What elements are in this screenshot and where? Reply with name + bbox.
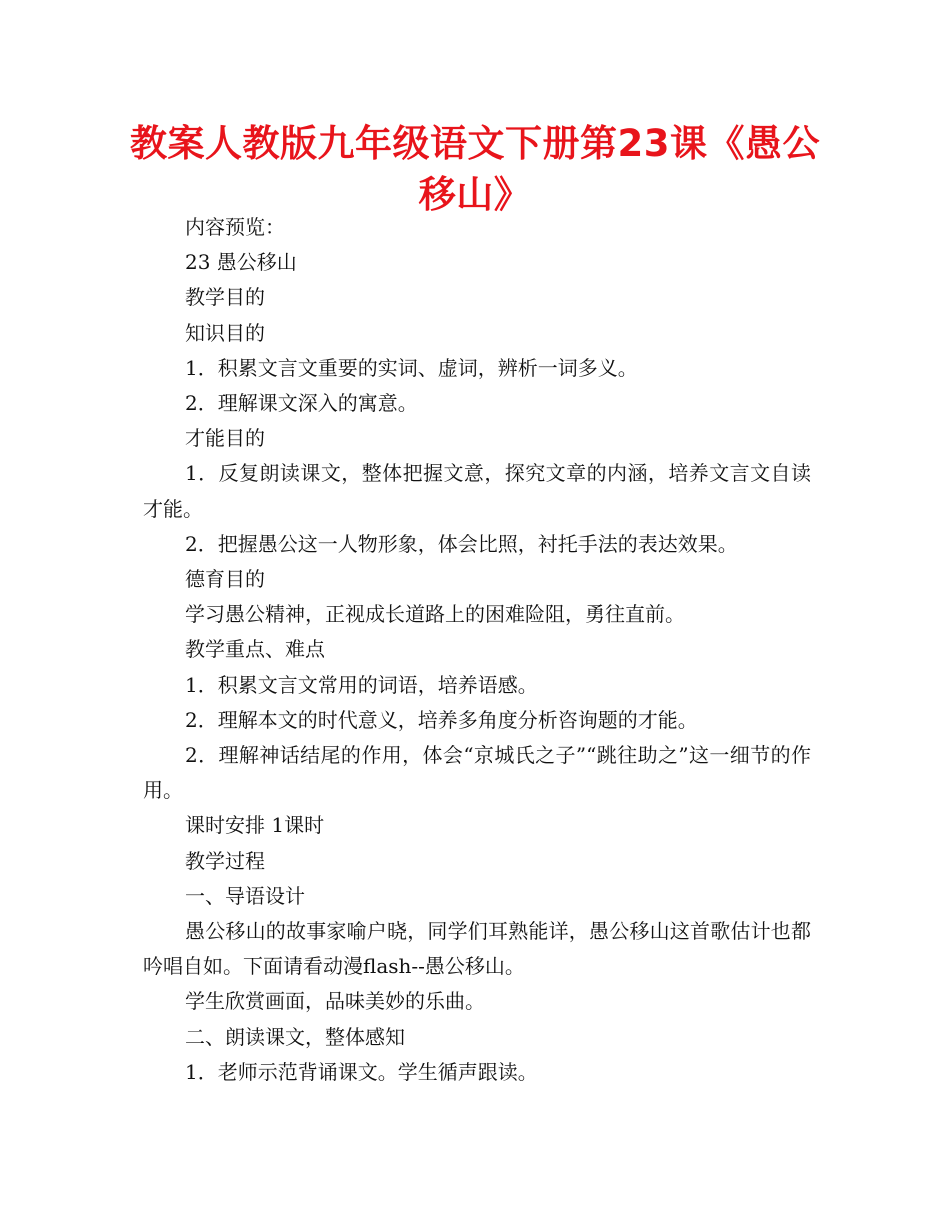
document-title: 教案人教版九年级语文下册第23课《愚公移山》 [130,122,820,216]
section-heading: 知识目的 [185,320,265,345]
paragraph: 学习愚公精神，正视成长道路上的困难险阻，勇往直前。 [185,602,685,627]
paragraph: 2．理解本文的时代意义，培养多角度分析咨询题的才能。 [185,707,698,732]
paragraph: 1．老师示范背诵课文。学生循声跟读。 [185,1059,538,1084]
paragraph: 1．积累文言文常用的词语，培养语感。 [185,672,538,697]
section-heading: 一、导语设计 [185,883,305,908]
paragraph: 学生欣赏画面，品味美妙的乐曲。 [185,989,485,1014]
paragraph: 2．理解神话结尾的作用，体会“京城氏之子”“跳往助之”这一细节的作用。 [143,743,811,803]
section-heading: 德育目的 [185,567,265,592]
section-heading: 二、朗读课文，整体感知 [185,1024,405,1049]
section-heading: 教学重点、难点 [185,637,325,662]
section-heading: 教学过程 [185,848,265,873]
paragraph: 内容预览： [185,215,285,239]
paragraph: 2．把握愚公这一人物形象，体会比照，衬托手法的表达效果。 [185,531,738,556]
paragraph: 1．积累文言文重要的实词、虚词，辨析一词多义。 [185,355,638,380]
section-heading: 教学目的 [185,285,265,310]
paragraph: 课时安排 1课时 [185,813,325,838]
paragraph: 愚公移山的故事家喻户晓，同学们耳熟能详，愚公移山这首歌估计也都吟唱自如。下面请看动漫flash--愚公移山。 [143,919,811,979]
document-body [143,210,811,1090]
paragraph: 23 愚公移山 [185,250,297,275]
paragraph: 2．理解课文深入的寓意。 [185,391,418,416]
paragraph: 1．反复朗读课文，整体把握文意，探究文章的内涵，培养文言文自读才能。 [143,461,811,521]
section-heading: 才能目的 [185,426,265,451]
